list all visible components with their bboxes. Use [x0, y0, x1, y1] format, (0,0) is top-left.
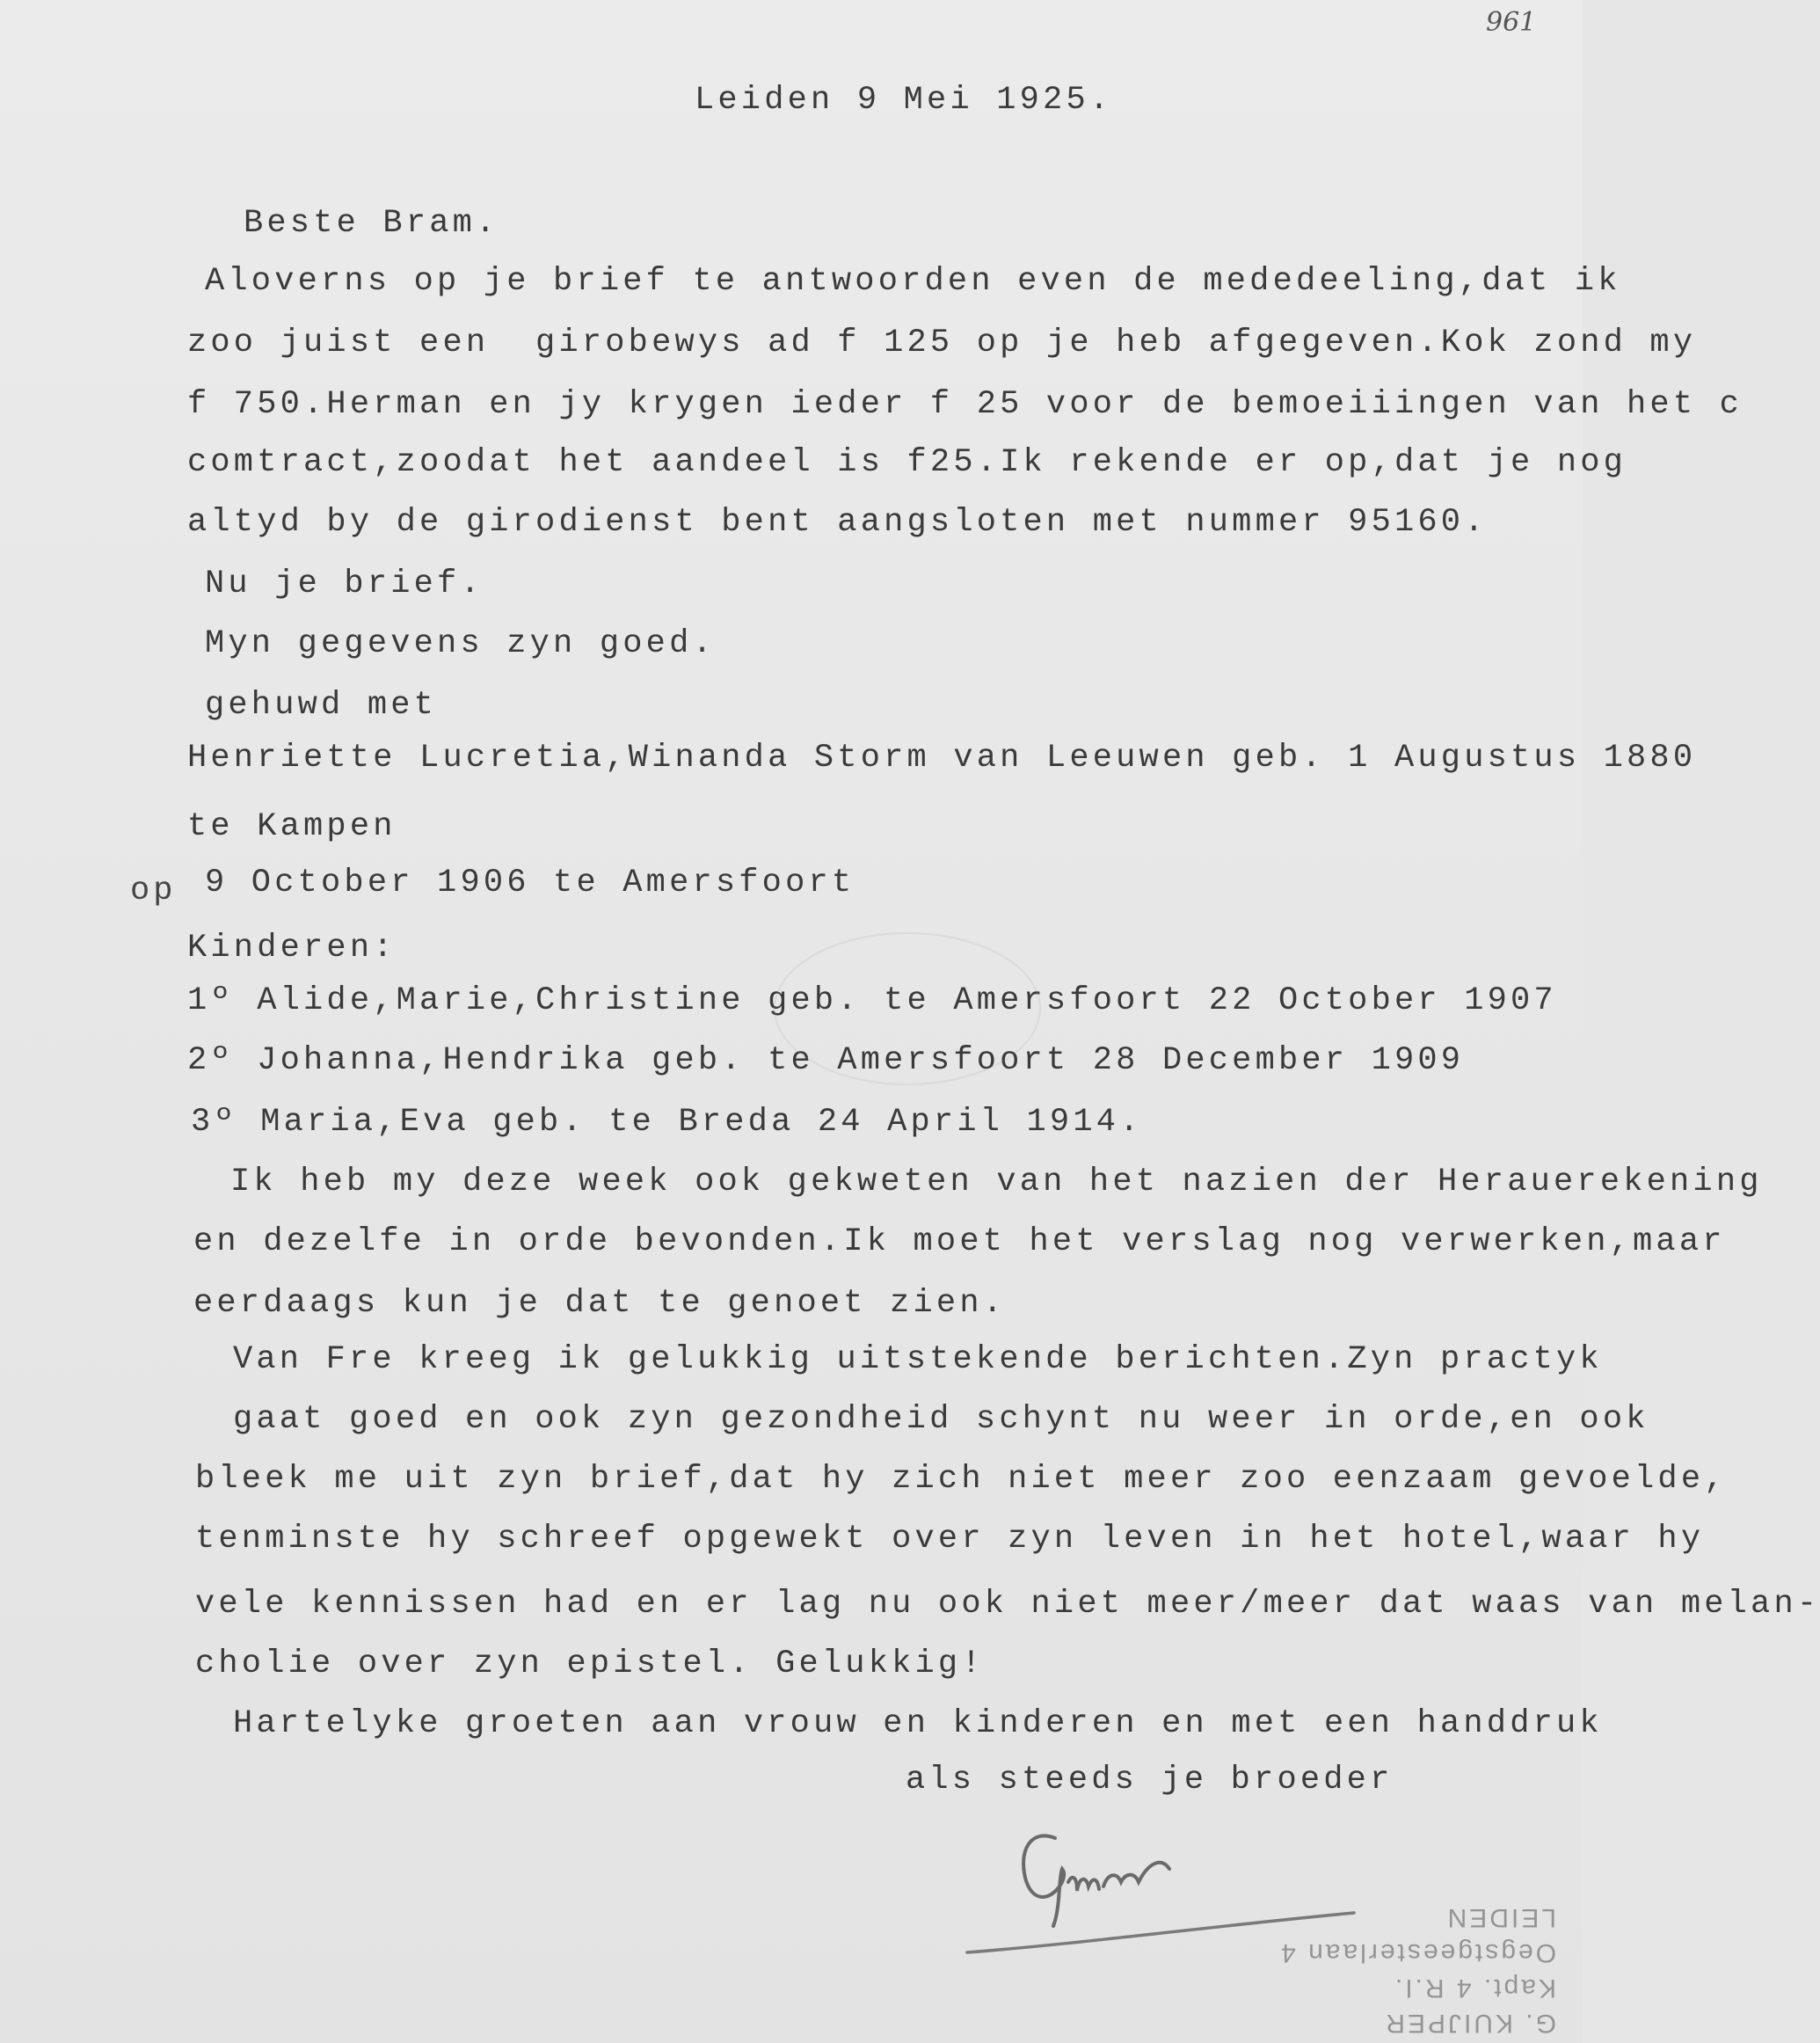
body-line-8: gehuwd met: [205, 687, 438, 724]
body-line-23: vele kennissen had en er lag nu ook niet meer/meer dat waas van melan-: [195, 1586, 1820, 1623]
body-line-19: Van Fre kreeg ik gelukkig uitstekende berichten.Zyn practyk: [233, 1341, 1603, 1378]
body-line-2: zoo juist een girobewys ad f 125 op je heb afgegeven.Kok zond my: [187, 325, 1697, 361]
body-line-6: Nu je brief.: [205, 565, 484, 602]
body-line-18: eerdaags kun je dat te genoet zien.: [193, 1285, 1007, 1322]
stamp-line-3: Oegstgeesterlaan 4: [1278, 1938, 1556, 1967]
body-line-21: bleek me uit zyn brief,dat hy zich niet meer zoo eenzaam gevoelde,: [195, 1461, 1728, 1498]
body-line-10: te Kampen: [187, 808, 397, 845]
body-line-7: Myn gegevens zyn goed.: [205, 625, 716, 662]
body-line-15: 3º Maria,Eva geb. te Breda 24 April 1914.: [191, 1104, 1143, 1141]
body-line-17: en dezelfe in orde bevonden.Ik moet het verslag nog verwerken,maar: [193, 1223, 1726, 1260]
body-line-14: 2º Johanna,Hendrika geb. te Amersfoort 28 December 1909: [187, 1042, 1465, 1079]
body-line-11: 9 October 1906 te Amersfoort: [205, 865, 855, 901]
body-line-9: Henriette Lucretia,Winanda Storm van Leeuwen geb. 1 Augustus 1880: [187, 740, 1697, 777]
paper-crease-mark: [774, 932, 1041, 1085]
body-line-4: comtract,zoodat het aandeel is f25.Ik rekende er op,dat je nog: [187, 444, 1627, 481]
closing: als steeds je broeder: [906, 1762, 1394, 1799]
dateline: Leiden 9 Mei 1925.: [695, 82, 1113, 119]
body-line-13: 1º Alide,Marie,Christine geb. te Amersfoort 22 October 1907: [187, 982, 1557, 1019]
body-line-3: f 750.Herman en jy krygen ieder f 25 voor de bemoeiiingen van het c: [187, 386, 1744, 423]
address-stamp: [1266, 1891, 1556, 2040]
margin-note: op: [130, 872, 177, 909]
body-line-24: cholie over zyn epistel. Gelukkig!: [195, 1645, 985, 1682]
body-line-1: Aloverns op je brief te antwoorden even de mededeeling,dat ik: [205, 263, 1621, 300]
body-line-20: gaat goed en ook zyn gezondheid schynt nu weer in orde,en ook: [233, 1401, 1649, 1438]
stamp-line-1: G. KUIJPER: [1383, 2009, 1556, 2038]
body-line-25: Hartelyke groeten aan vrouw en kinderen en met een handdruk: [233, 1705, 1603, 1742]
body-line-22: tenminste hy schreef opgewekt over zyn leven in het hotel,waar hy: [195, 1521, 1705, 1558]
body-line-12: Kinderen:: [187, 930, 397, 967]
salutation: Beste Bram.: [244, 205, 499, 242]
stamp-line-4: LEIDEN: [1445, 1903, 1556, 1932]
body-line-5: altyd by de girodienst bent aangsloten met nummer 95160.: [187, 504, 1488, 541]
body-line-16: Ik heb my deze week ook gekweten van het nazien der Herauerekening: [230, 1164, 1763, 1200]
folio-number: 961: [1486, 7, 1537, 38]
stamp-line-2: Kapt. 4 R.I.: [1392, 1974, 1556, 2003]
